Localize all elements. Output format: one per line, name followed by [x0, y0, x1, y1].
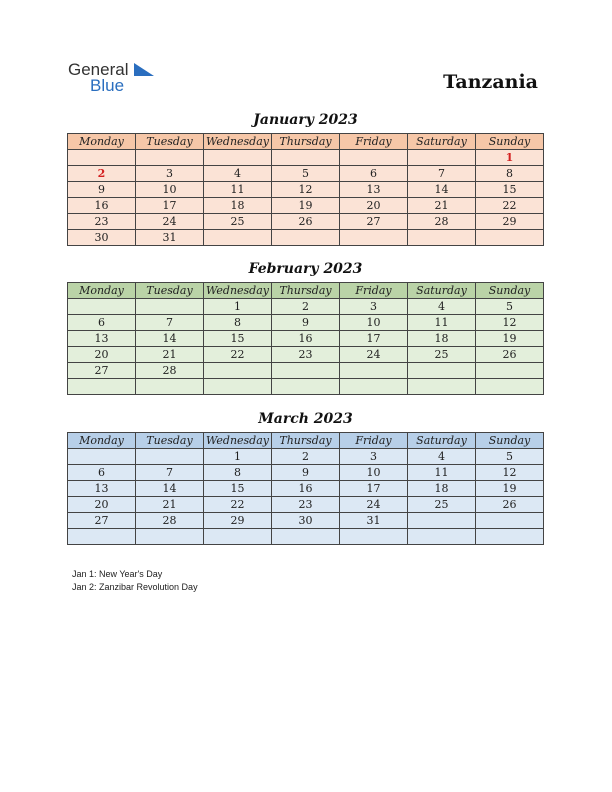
day-cell: 12 [476, 465, 544, 481]
weekday-header: Wednesday [204, 283, 272, 299]
empty-day-cell [136, 379, 204, 395]
holiday-note: Jan 1: New Year's Day [72, 569, 163, 579]
day-cell: 15 [204, 481, 272, 497]
weekday-header: Sunday [476, 433, 544, 449]
weekday-header: Saturday [408, 134, 476, 150]
week-row [68, 347, 544, 363]
day-cell: 27 [340, 214, 408, 230]
day-cell: 18 [408, 331, 476, 347]
empty-day-cell [136, 299, 204, 315]
day-cell: 23 [272, 497, 340, 513]
day-cell: 1 [476, 150, 544, 166]
weekday-header: Tuesday [136, 283, 204, 299]
day-cell: 29 [476, 214, 544, 230]
day-cell: 12 [476, 315, 544, 331]
day-cell: 7 [136, 315, 204, 331]
day-cell: 19 [272, 198, 340, 214]
weekday-header: Monday [68, 433, 136, 449]
day-cell: 14 [136, 481, 204, 497]
day-cell: 17 [340, 331, 408, 347]
empty-day-cell [408, 513, 476, 529]
day-cell: 22 [204, 497, 272, 513]
day-cell: 2 [272, 449, 340, 465]
empty-day-cell [68, 379, 136, 395]
logo-flag-icon [134, 63, 154, 77]
day-cell: 4 [204, 166, 272, 182]
empty-day-cell [408, 529, 476, 545]
month-title-march: March 2023 [258, 411, 353, 427]
calendar-february [67, 282, 544, 395]
week-row [68, 166, 544, 182]
day-cell: 20 [340, 198, 408, 214]
day-cell: 1 [204, 299, 272, 315]
empty-day-cell [340, 363, 408, 379]
day-cell: 16 [272, 331, 340, 347]
weekday-header: Wednesday [204, 134, 272, 150]
day-cell: 10 [136, 182, 204, 198]
weekday-header: Tuesday [136, 134, 204, 150]
day-cell: 8 [204, 465, 272, 481]
day-cell: 28 [136, 363, 204, 379]
week-row [68, 497, 544, 513]
day-cell: 8 [476, 166, 544, 182]
day-cell: 10 [340, 465, 408, 481]
day-cell: 21 [136, 497, 204, 513]
day-cell: 31 [136, 230, 204, 246]
day-cell: 28 [136, 513, 204, 529]
day-cell: 17 [136, 198, 204, 214]
day-cell: 7 [408, 166, 476, 182]
empty-day-cell [68, 529, 136, 545]
day-cell: 4 [408, 299, 476, 315]
empty-day-cell [68, 150, 136, 166]
day-cell: 13 [340, 182, 408, 198]
day-cell: 28 [408, 214, 476, 230]
empty-day-cell [340, 150, 408, 166]
weekday-header: Wednesday [204, 433, 272, 449]
empty-day-cell [408, 363, 476, 379]
week-row [68, 230, 544, 246]
weekday-header: Thursday [272, 134, 340, 150]
day-cell: 30 [68, 230, 136, 246]
week-row [68, 331, 544, 347]
week-row [68, 465, 544, 481]
day-cell: 3 [340, 449, 408, 465]
empty-day-cell [476, 513, 544, 529]
day-cell: 26 [272, 214, 340, 230]
empty-day-cell [340, 529, 408, 545]
day-cell: 17 [340, 481, 408, 497]
empty-day-cell [136, 529, 204, 545]
day-cell: 27 [68, 363, 136, 379]
country-title: Tanzania [443, 71, 538, 93]
day-cell: 15 [204, 331, 272, 347]
weekday-header: Friday [340, 134, 408, 150]
empty-day-cell [68, 449, 136, 465]
empty-day-cell [408, 230, 476, 246]
day-cell: 20 [68, 497, 136, 513]
weekday-header-row [68, 433, 544, 449]
day-cell: 21 [408, 198, 476, 214]
empty-day-cell [272, 363, 340, 379]
day-cell: 29 [204, 513, 272, 529]
day-cell: 4 [408, 449, 476, 465]
week-row [68, 529, 544, 545]
logo-general-text: General [68, 60, 129, 79]
day-cell: 12 [272, 182, 340, 198]
month-title-february: February 2023 [248, 261, 363, 277]
empty-day-cell [272, 230, 340, 246]
day-cell: 25 [408, 497, 476, 513]
empty-day-cell [272, 379, 340, 395]
empty-day-cell [204, 529, 272, 545]
empty-day-cell [68, 299, 136, 315]
day-cell: 19 [476, 331, 544, 347]
day-cell: 9 [272, 315, 340, 331]
logo-blue-text: Blue [90, 76, 125, 95]
day-cell: 10 [340, 315, 408, 331]
day-cell: 23 [272, 347, 340, 363]
day-cell: 30 [272, 513, 340, 529]
day-cell: 26 [476, 497, 544, 513]
day-cell: 9 [68, 182, 136, 198]
empty-day-cell [408, 150, 476, 166]
weekday-header: Monday [68, 283, 136, 299]
day-cell: 3 [136, 166, 204, 182]
week-row [68, 363, 544, 379]
day-cell: 7 [136, 465, 204, 481]
logo [68, 60, 168, 100]
empty-day-cell [476, 529, 544, 545]
day-cell: 20 [68, 347, 136, 363]
empty-day-cell [340, 379, 408, 395]
day-cell: 22 [476, 198, 544, 214]
empty-day-cell [272, 150, 340, 166]
day-cell: 3 [340, 299, 408, 315]
weekday-header-row [68, 283, 544, 299]
weekday-header: Monday [68, 134, 136, 150]
weekday-header: Saturday [408, 433, 476, 449]
day-cell: 24 [136, 214, 204, 230]
weekday-header: Friday [340, 283, 408, 299]
weekday-header-row [68, 134, 544, 150]
weekday-header: Thursday [272, 283, 340, 299]
day-cell: 24 [340, 497, 408, 513]
day-cell: 23 [68, 214, 136, 230]
day-cell: 2 [68, 166, 136, 182]
day-cell: 6 [68, 315, 136, 331]
day-cell: 6 [340, 166, 408, 182]
week-row [68, 299, 544, 315]
day-cell: 9 [272, 465, 340, 481]
day-cell: 27 [68, 513, 136, 529]
day-cell: 8 [204, 315, 272, 331]
weekday-header: Tuesday [136, 433, 204, 449]
empty-day-cell [408, 379, 476, 395]
week-row [68, 379, 544, 395]
empty-day-cell [204, 379, 272, 395]
empty-day-cell [272, 529, 340, 545]
day-cell: 13 [68, 481, 136, 497]
day-cell: 11 [408, 315, 476, 331]
empty-day-cell [340, 230, 408, 246]
day-cell: 25 [204, 214, 272, 230]
day-cell: 2 [272, 299, 340, 315]
day-cell: 25 [408, 347, 476, 363]
day-cell: 22 [204, 347, 272, 363]
week-row [68, 150, 544, 166]
day-cell: 19 [476, 481, 544, 497]
week-row [68, 182, 544, 198]
week-row [68, 481, 544, 497]
empty-day-cell [476, 230, 544, 246]
day-cell: 5 [476, 449, 544, 465]
weekday-header: Saturday [408, 283, 476, 299]
calendar-january [67, 133, 544, 246]
day-cell: 5 [476, 299, 544, 315]
empty-day-cell [204, 150, 272, 166]
day-cell: 16 [68, 198, 136, 214]
day-cell: 11 [204, 182, 272, 198]
week-row [68, 449, 544, 465]
day-cell: 26 [476, 347, 544, 363]
day-cell: 24 [340, 347, 408, 363]
weekday-header: Friday [340, 433, 408, 449]
day-cell: 1 [204, 449, 272, 465]
day-cell: 13 [68, 331, 136, 347]
holiday-list [72, 568, 198, 594]
empty-day-cell [204, 363, 272, 379]
day-cell: 16 [272, 481, 340, 497]
holiday-note: Jan 2: Zanzibar Revolution Day [72, 582, 198, 592]
empty-day-cell [204, 230, 272, 246]
day-cell: 11 [408, 465, 476, 481]
weekday-header: Sunday [476, 283, 544, 299]
day-cell: 31 [340, 513, 408, 529]
month-title-january: January 2023 [253, 112, 358, 128]
week-row [68, 198, 544, 214]
weekday-header: Sunday [476, 134, 544, 150]
empty-day-cell [476, 363, 544, 379]
empty-day-cell [476, 379, 544, 395]
day-cell: 14 [408, 182, 476, 198]
empty-day-cell [136, 449, 204, 465]
week-row [68, 315, 544, 331]
empty-day-cell [136, 150, 204, 166]
week-row [68, 513, 544, 529]
day-cell: 6 [68, 465, 136, 481]
week-row [68, 214, 544, 230]
day-cell: 14 [136, 331, 204, 347]
day-cell: 18 [408, 481, 476, 497]
calendar-march [67, 432, 544, 545]
day-cell: 18 [204, 198, 272, 214]
weekday-header: Thursday [272, 433, 340, 449]
day-cell: 15 [476, 182, 544, 198]
day-cell: 5 [272, 166, 340, 182]
day-cell: 21 [136, 347, 204, 363]
